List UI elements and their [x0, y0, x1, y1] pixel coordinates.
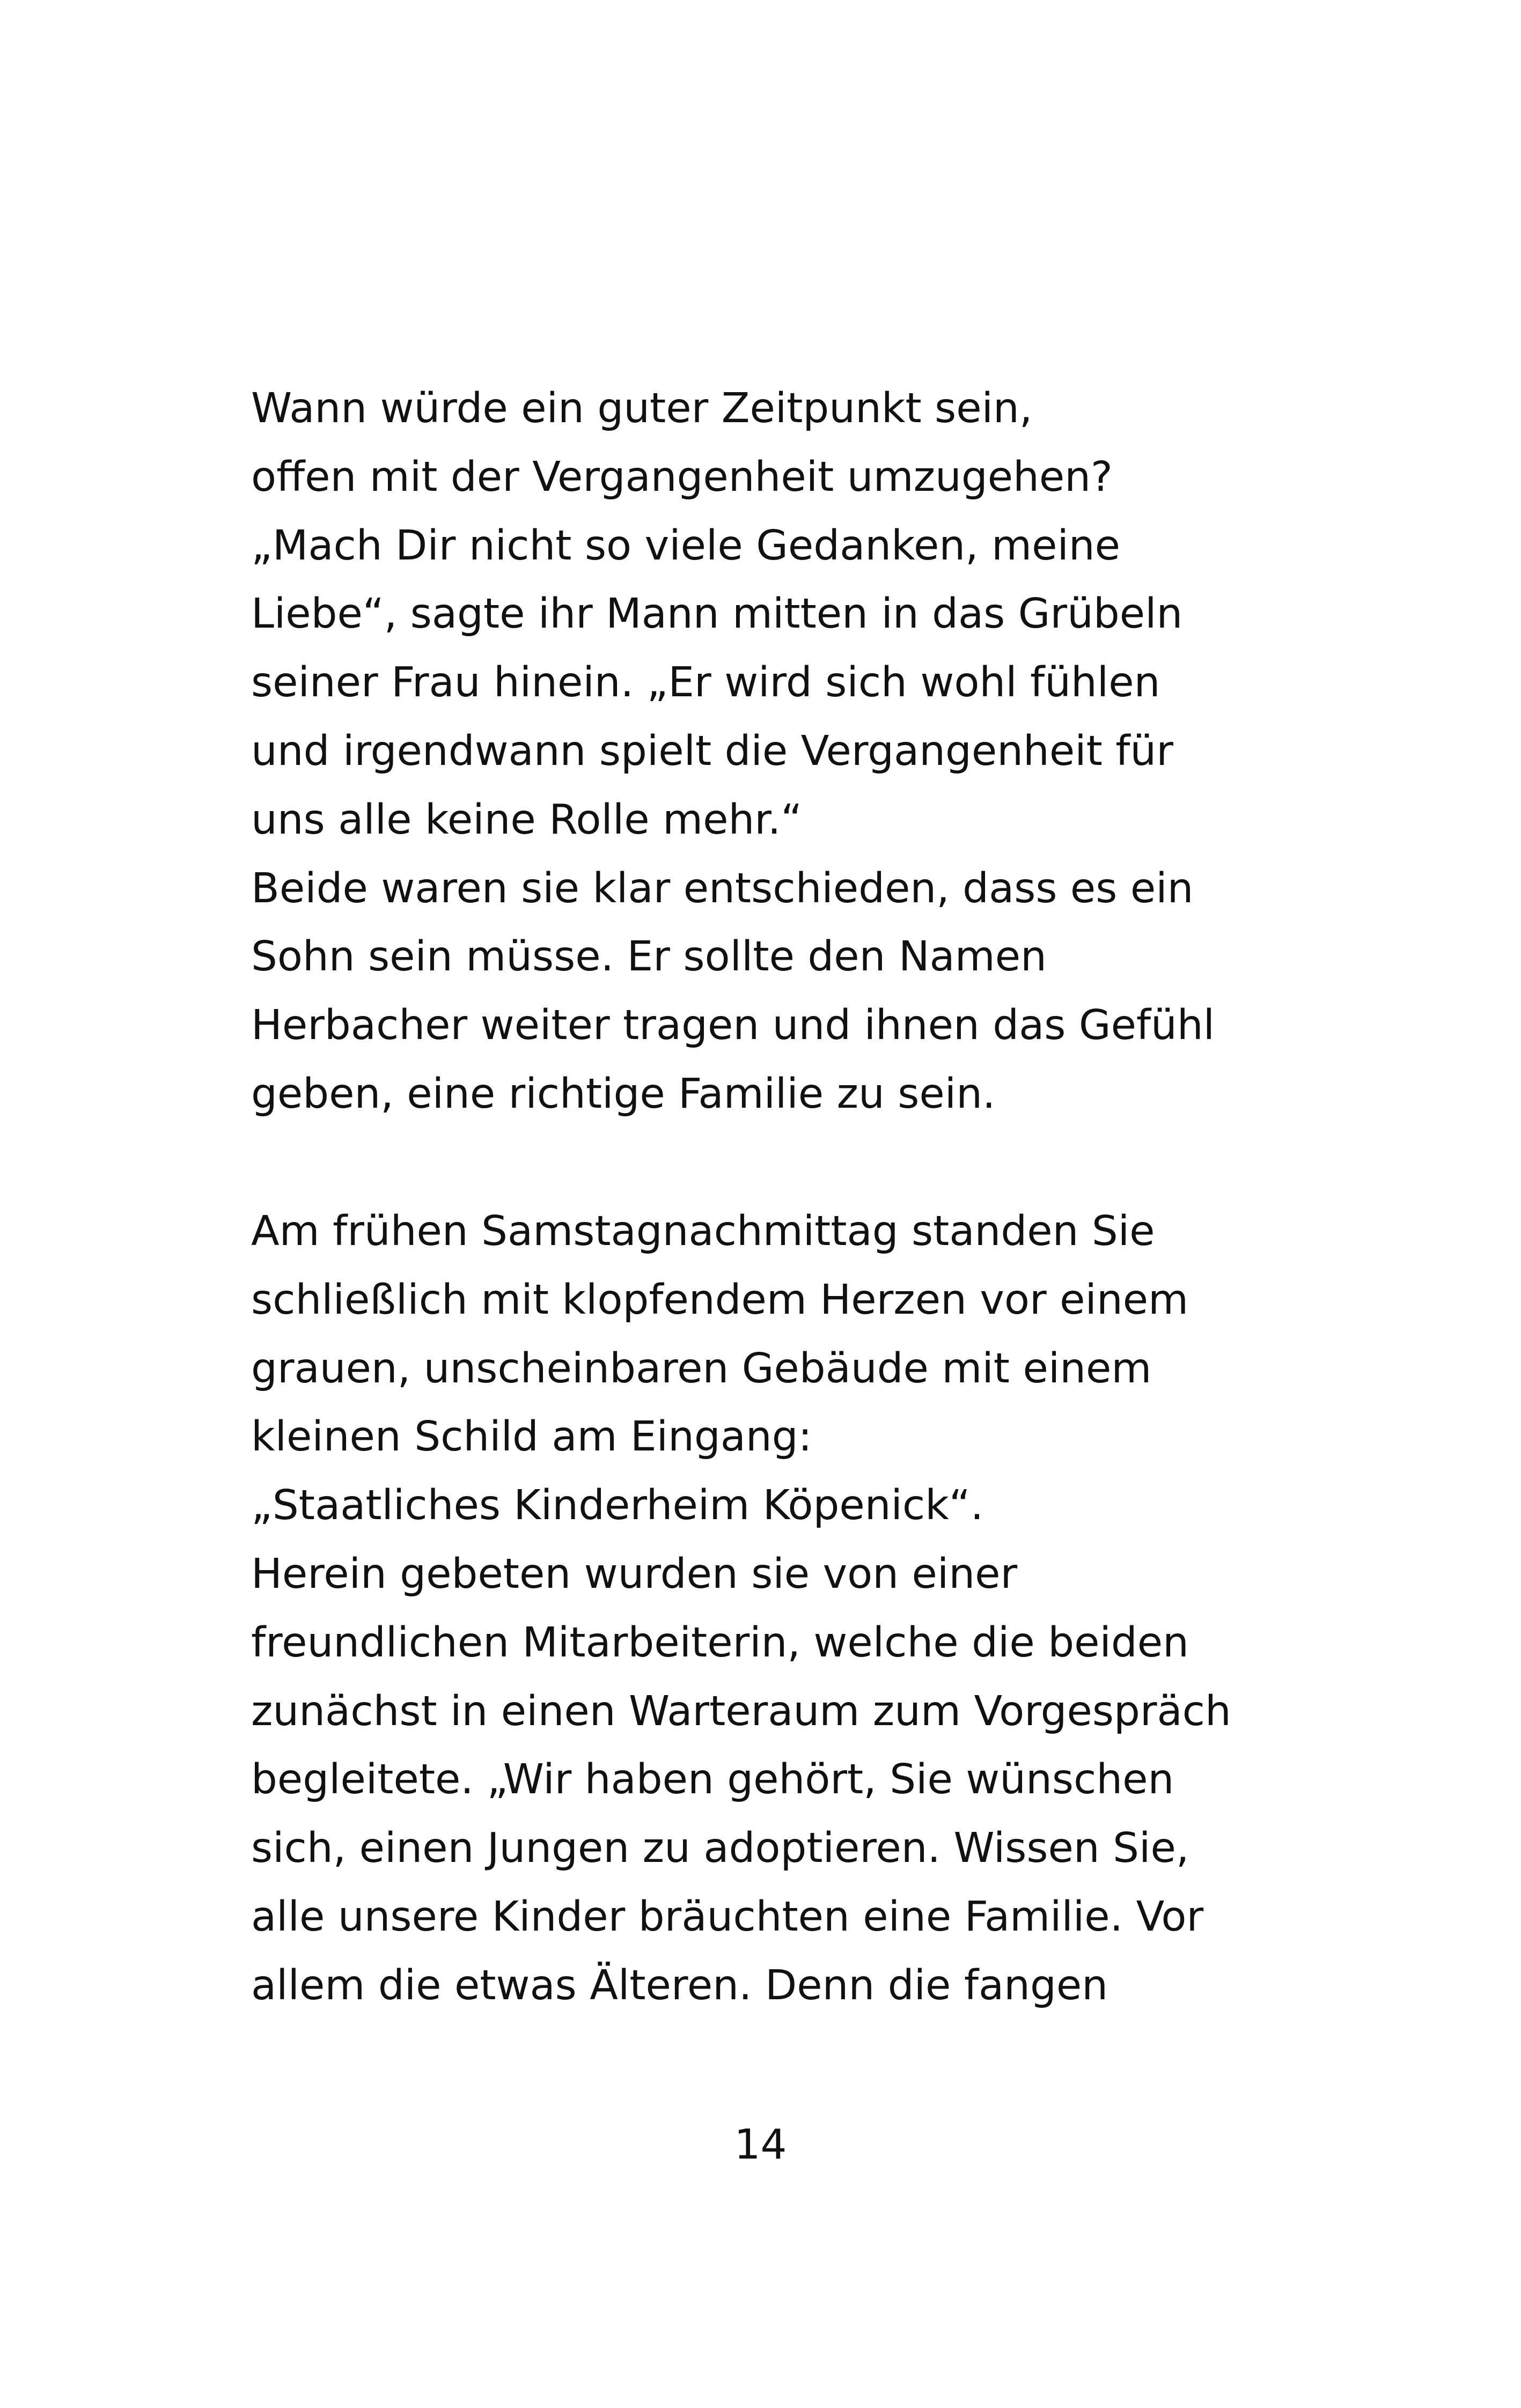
text-line: und irgendwann spielt die Vergangenheit für: [251, 727, 1173, 775]
text-line: schließlich mit klopfendem Herzen vor einem: [251, 1276, 1189, 1324]
text-line: seiner Frau hinein. „Er wird sich wohl fühlen: [251, 659, 1160, 707]
text-line: Wann würde ein guter Zeitpunkt sein,: [251, 385, 1033, 432]
text-line: kleinen Schild am Eingang:: [251, 1413, 812, 1461]
text-line: Sohn sein müsse. Er sollte den Namen: [251, 933, 1047, 981]
text-line: alle unsere Kinder bräuchten eine Familie. Vor: [251, 1892, 1204, 1941]
text-line: offen mit der Vergangenheit umzugehen?: [251, 453, 1113, 501]
text-line: freundlichen Mitarbeiterin, welche die beiden: [251, 1618, 1189, 1667]
page-number: 14: [734, 2121, 787, 2169]
text-line: Am frühen Samstagnachmittag standen Sie: [251, 1207, 1155, 1255]
paragraph-1: [251, 374, 1270, 1129]
text-line: Herein gebeten wurden sie von einer: [251, 1550, 1018, 1598]
text-line: „Staatliches Kinderheim Köpenick“.: [251, 1482, 984, 1530]
paragraph-2: [251, 1197, 1270, 2020]
text-line: allem die etwas Älteren. Denn die fangen: [251, 1961, 1108, 2009]
text-line: Beide waren sie klar entschieden, dass es ein: [251, 864, 1194, 912]
text-line: sich, einen Jungen zu adoptieren. Wissen Sie,: [251, 1824, 1189, 1873]
text-line: „Mach Dir nicht so viele Gedanken, meine: [251, 521, 1121, 570]
text-line: begleitete. „Wir haben gehört, Sie wünschen: [251, 1756, 1174, 1804]
text-line: Liebe“, sagte ihr Mann mitten in das Grübeln: [251, 590, 1183, 638]
text-line: uns alle keine Rolle mehr.“: [251, 796, 803, 844]
text-line: geben, eine richtige Familie zu sein.: [251, 1070, 996, 1118]
text-line: zunächst in einen Warteraum zum Vorgespräch: [251, 1687, 1231, 1735]
text-line: grauen, unscheinbaren Gebäude mit einem: [251, 1344, 1152, 1393]
text-line: Herbacher weiter tragen und ihnen das Gefühl: [251, 1002, 1215, 1050]
